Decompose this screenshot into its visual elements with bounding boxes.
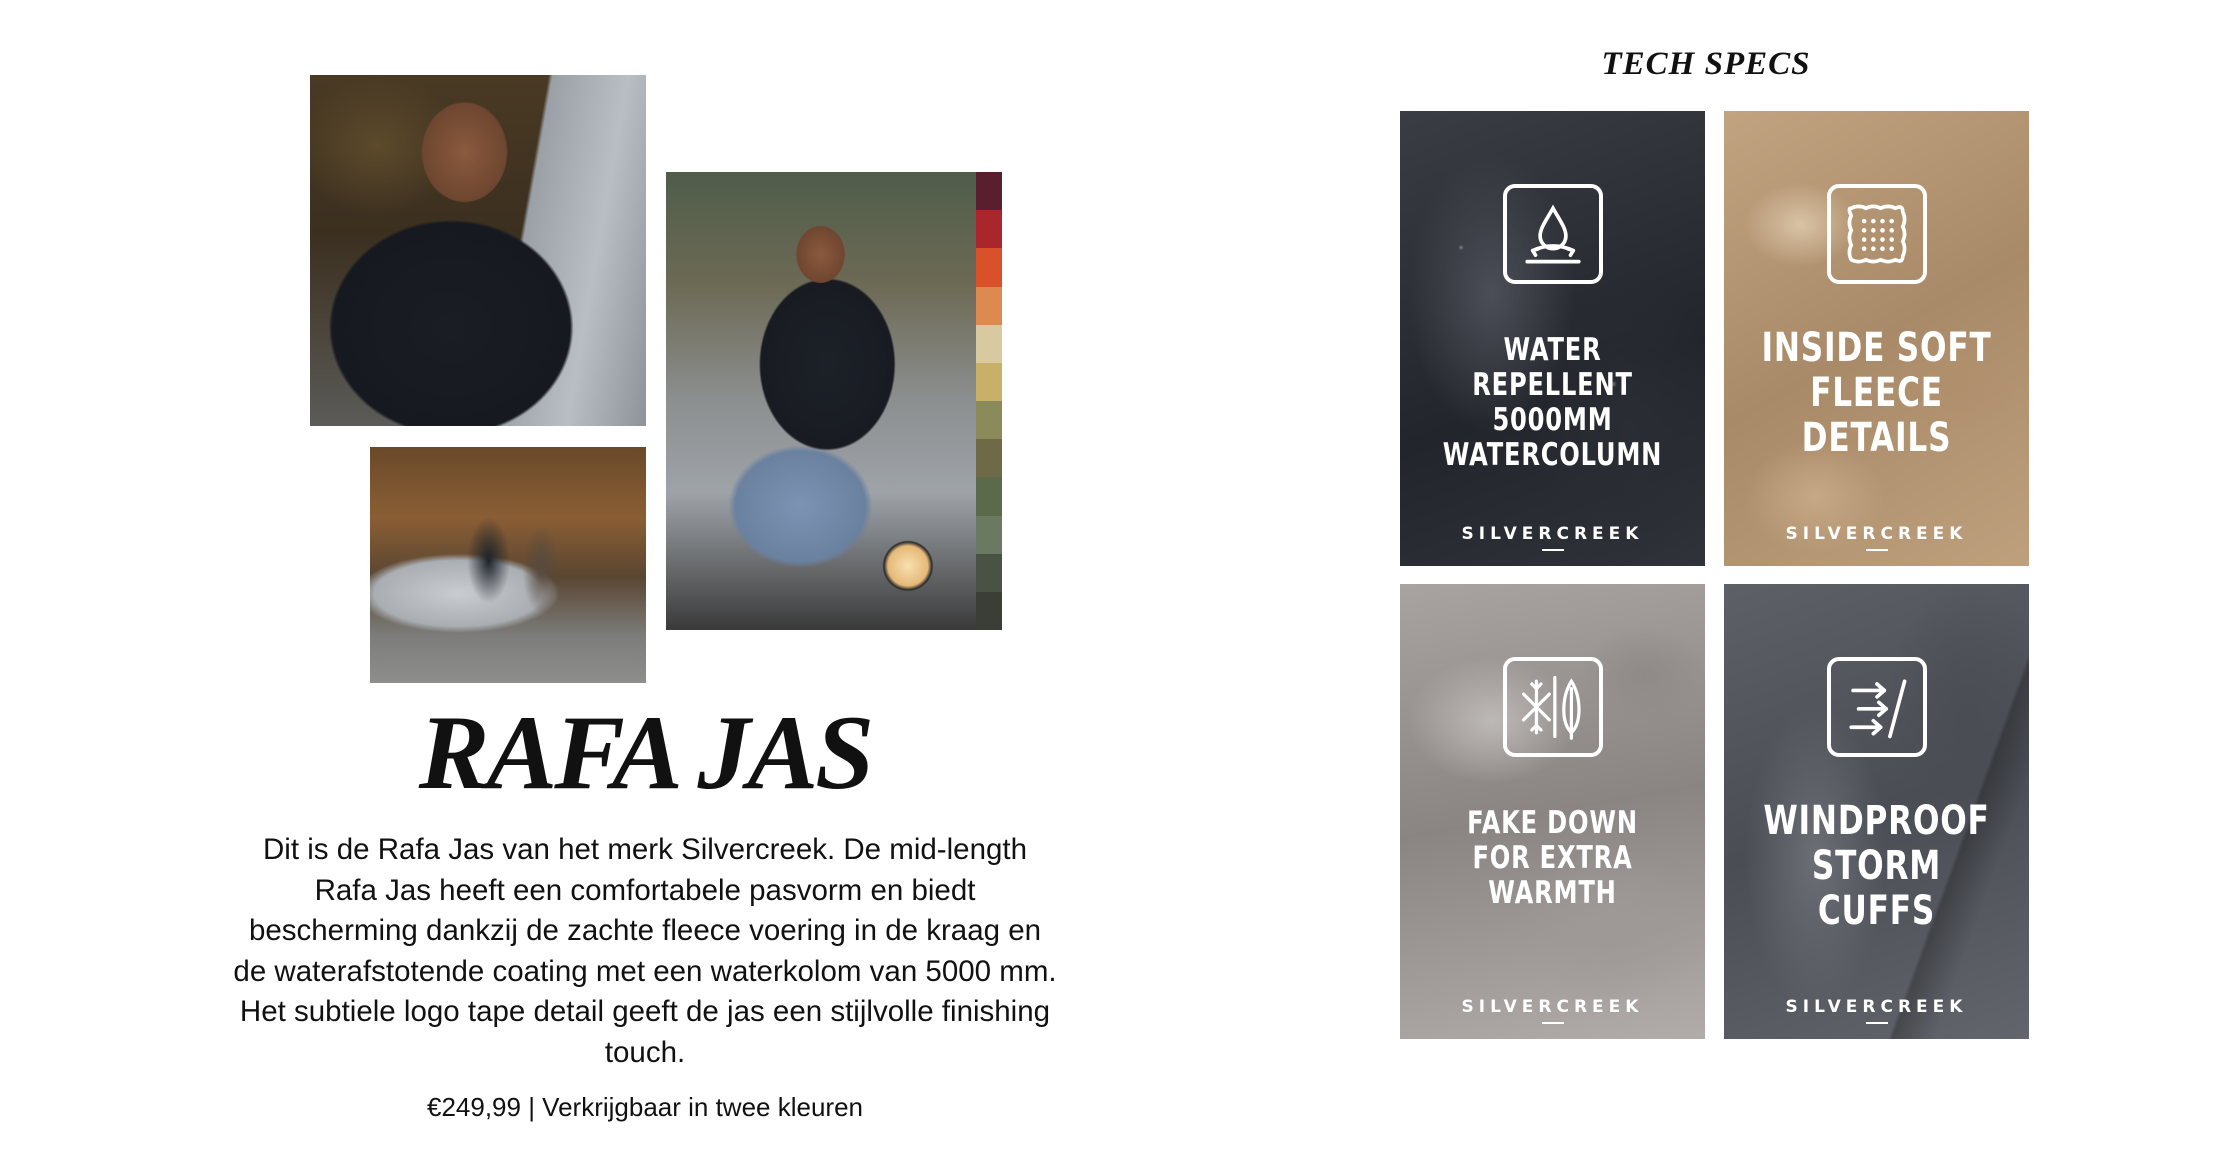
spec-line-2: 5000MM WATERCOLUMN (1442, 402, 1663, 473)
spec-tile-water-repellent (1400, 111, 1705, 566)
spec-tile-fake-down (1400, 584, 1705, 1039)
brand-label: SILVERCREEK (1785, 524, 1968, 544)
color-swatch-10 (976, 516, 1002, 554)
product-title: RAFA JAS (418, 694, 872, 811)
color-swatch-strip (976, 172, 1002, 630)
spec-line-2: FOR EXTRA WARMTH (1472, 840, 1633, 911)
water-drop-icon (1503, 184, 1603, 284)
color-swatch-4 (976, 287, 1002, 325)
product-description: Dit is de Rafa Jas van het merk Silvercreek. De mid-length Rafa Jas heeft een comfortabele pasvorm en biedt bescherming dankzij de zachte fleece voering in de kraag en de waterafstotende coating met een waterkolom van 5000 mm. Het subtiele logo tape detail geeft de jas een stijlvolle finishing touch. (233, 833, 1057, 1069)
color-swatch-2 (976, 210, 1002, 248)
color-swatch-12 (976, 592, 1002, 630)
tech-specs-heading: TECH SPECS (1601, 46, 1811, 82)
brand-label: SILVERCREEK (1461, 524, 1644, 544)
color-swatch-6 (976, 363, 1002, 401)
brand-underline (1866, 549, 1888, 551)
color-swatch-3 (976, 248, 1002, 286)
spec-line-2: STORM CUFFS (1811, 843, 1942, 934)
spec-tile-windproof (1724, 584, 2029, 1039)
brand-underline (1542, 1022, 1564, 1024)
color-swatch-7 (976, 401, 1002, 439)
color-swatch-8 (976, 439, 1002, 477)
brand-label: SILVERCREEK (1785, 997, 1968, 1017)
spec-line-1: FAKE DOWN (1467, 805, 1638, 841)
spec-line-1: WINDPROOF (1763, 798, 1990, 844)
brand-underline (1866, 1022, 1888, 1024)
product-photo-portrait (310, 75, 646, 426)
spec-line-2: FLEECE DETAILS (1801, 370, 1952, 461)
brand-underline (1542, 549, 1564, 551)
product-photo-seated (666, 172, 1002, 630)
spec-line-1: WATER REPELLENT (1472, 332, 1633, 403)
wind-arrows-icon (1827, 657, 1927, 757)
snowflake-feather-icon (1503, 657, 1603, 757)
spec-tile-fleece (1724, 111, 2029, 566)
spec-line-1: INSIDE SOFT (1761, 325, 1992, 371)
color-swatch-5 (976, 325, 1002, 363)
price-availability: €249,99 | Verkrijgbaar in twee kleuren (426, 1092, 864, 1122)
fleece-icon (1827, 184, 1927, 284)
color-swatch-9 (976, 477, 1002, 515)
color-swatch-11 (976, 554, 1002, 592)
color-swatch-1 (976, 172, 1002, 210)
product-photo-group (370, 447, 646, 683)
brand-label: SILVERCREEK (1461, 997, 1644, 1017)
